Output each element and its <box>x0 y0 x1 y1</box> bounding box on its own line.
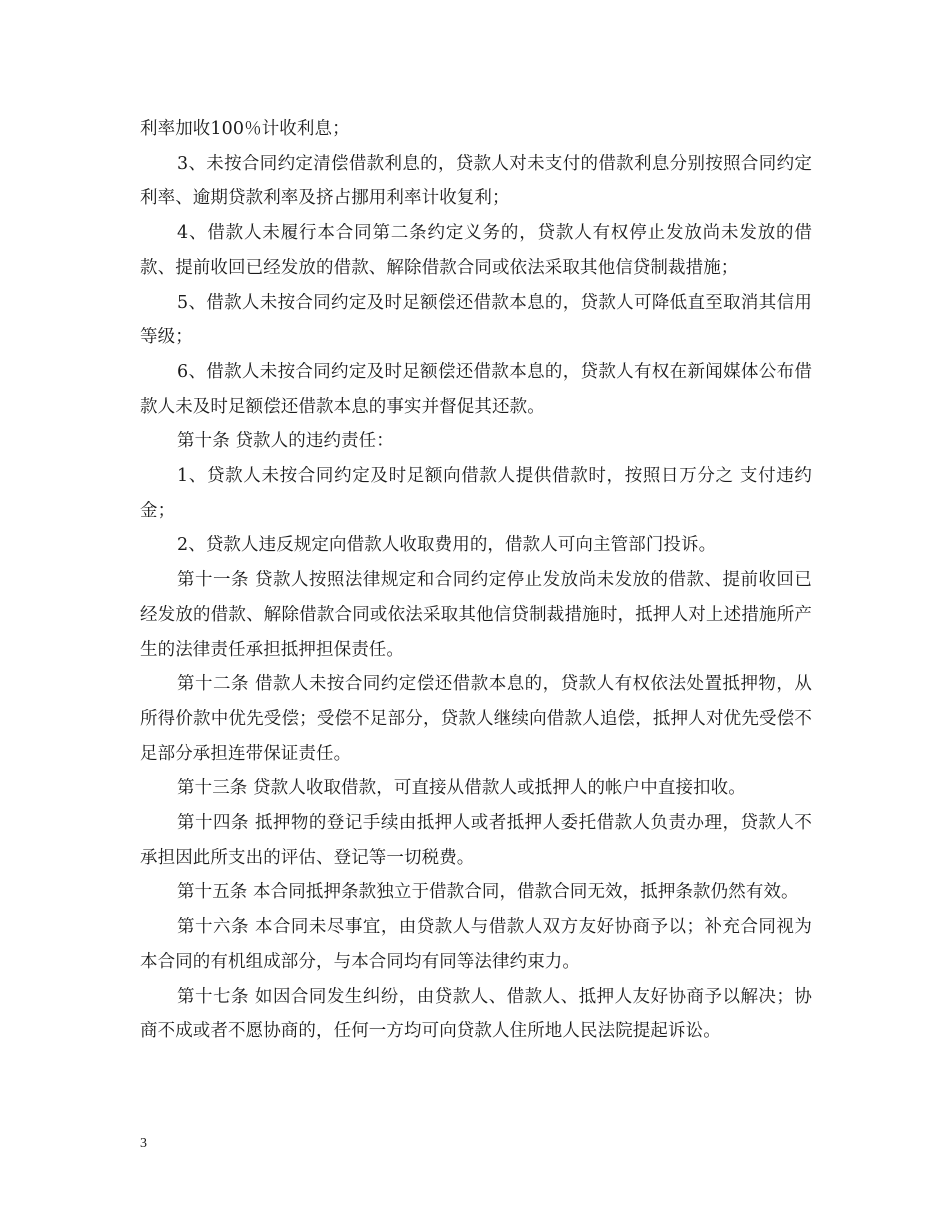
article-paragraph: 第十五条 本合同抵押条款独立于借款合同，借款合同无效，抵押条款仍然有效。 <box>177 882 799 903</box>
paragraph: 3、未按合同约定清偿借款利息的，贷款人对未支付的借款利息分别按照合同约定利率、逾期贷款利率及挤占挪用利率计收复利； <box>140 153 812 209</box>
page-number: 3 <box>140 1136 147 1151</box>
article-paragraph: 第十二条 借款人未按合同约定偿还借款本息的，贷款人有权依法处置抵押物，从所得价款中优先受偿；受偿不足部分，贷款人继续向借款人追偿，抵押人对优先受偿不足部分承担连带保证责任。 <box>140 674 812 764</box>
article-paragraph: 第十一条 贷款人按照法律规定和合同约定停止发放尚未发放的借款、提前收回已经发放的借款、解除借款合同或依法采取其他信贷制裁措施时，抵押人对上述措施所产生的法律责任承担抵押担保责任。 <box>140 570 812 660</box>
article-paragraph: 第十六条 本合同未尽事宜，由贷款人与借款人双方友好协商予以；补充合同视为本合同的有机组成部分，与本合同均有同等法律约束力。 <box>140 917 812 972</box>
article-paragraph: 第十三条 贷款人收取借款，可直接从借款人或抵押人的帐户中直接扣收。 <box>177 778 746 799</box>
section-heading: 第十条 贷款人的违约责任： <box>177 431 394 452</box>
paragraph: 1、贷款人未按合同约定及时足额向借款人提供借款时，按照日万分之 支付违约金； <box>140 466 812 521</box>
paragraph: 6、借款人未按合同约定及时足额偿还借款本息的，贷款人有权在新闻媒体公布借款人未及时足额偿还借款本息的事实并督促其还款。 <box>140 361 812 417</box>
document-body <box>140 112 812 1049</box>
paragraph: 5、借款人未按合同约定及时足额偿还借款本息的，贷款人可降低直至取消其信用等级； <box>140 292 812 348</box>
paragraph: 2、贷款人违反规定向借款人收取费用的，借款人可向主管部门投诉。 <box>177 535 717 556</box>
article-paragraph: 第十七条 如因合同发生纠纷，由贷款人、借款人、抵押人友好协商予以解决；协商不成或者不愿协商的，任何一方均可向贷款人住所地人民法院提起诉讼。 <box>140 986 812 1042</box>
article-paragraph: 第十四条 抵押物的登记手续由抵押人或者抵押人委托借款人负责办理，贷款人不承担因此所支出的评估、登记等一切税费。 <box>140 813 812 868</box>
paragraph: 4、借款人未履行本合同第二条约定义务的，贷款人有权停止发放尚未发放的借款、提前收回已经发放的借款、解除借款合同或依法采取其他信贷制裁措施； <box>140 223 812 278</box>
paragraph: 利率加收100％计收利息； <box>140 119 350 139</box>
